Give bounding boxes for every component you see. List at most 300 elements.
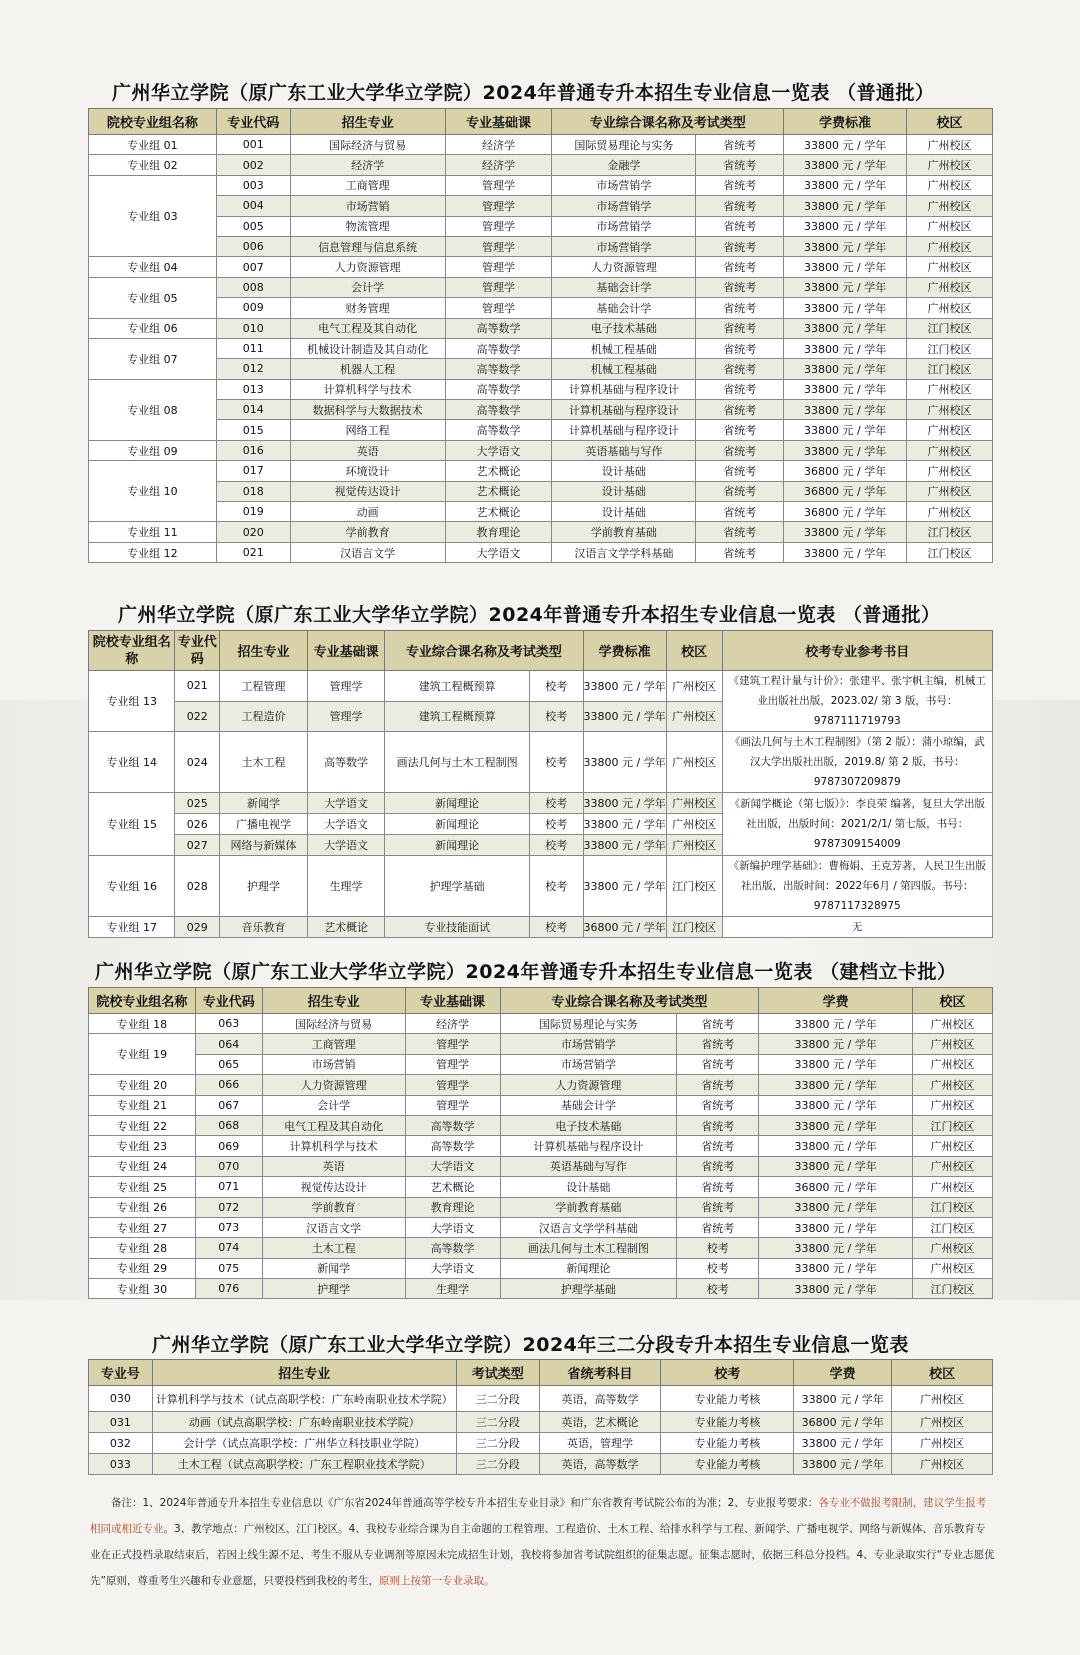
base-cell: 艺术概论: [405, 1177, 500, 1197]
code-cell: 002: [216, 155, 290, 175]
campus-cell: 江门校区: [913, 1197, 993, 1217]
type-cell: 校考: [677, 1279, 759, 1299]
fee-cell: 33800 元 / 学年: [784, 338, 907, 358]
campus-cell: 江门校区: [913, 1217, 993, 1237]
campus-cell: 广州校区: [666, 671, 722, 702]
comp-cell: 学前教育基础: [552, 522, 696, 542]
type-cell: 省统考: [696, 379, 784, 399]
header-fee: 学费标准: [583, 631, 666, 671]
code-cell: 063: [195, 1014, 262, 1034]
code-cell: 026: [175, 814, 220, 835]
campus-cell: 广州校区: [666, 701, 722, 732]
code-cell: 021: [175, 671, 220, 702]
major-cell: 新闻学: [220, 793, 308, 814]
type-cell: 省统考: [677, 1095, 759, 1115]
remarks-note: [90, 1490, 995, 1594]
base-cell: 管理学: [307, 701, 385, 732]
fee-cell: 33800 元 / 学年: [759, 1054, 913, 1074]
section1-title: 广州华立学院（原广东工业大学华立学院）2024年普通专升本招生专业信息一览表 （普通批）: [112, 82, 935, 104]
type-cell: 省统考: [677, 1217, 759, 1237]
code-cell: 025: [175, 793, 220, 814]
fee-cell: 33800 元 / 学年: [784, 522, 907, 542]
code-cell: 004: [216, 196, 290, 216]
fee-cell: 33800 元 / 学年: [759, 1258, 913, 1278]
campus-cell: 江门校区: [907, 338, 993, 358]
table-row: [89, 135, 993, 155]
major-cell: 计算机科学与技术: [290, 379, 445, 399]
base-cell: 艺术概论: [445, 502, 552, 522]
campus-cell: 广州校区: [666, 814, 722, 835]
type-cell: 校考: [529, 701, 583, 732]
comp-cell: 基础会计学: [500, 1095, 677, 1115]
table-row: [89, 502, 993, 522]
code-cell: 014: [216, 400, 290, 420]
comp-cell: 市场营销学: [552, 216, 696, 236]
comp-cell: 市场营销学: [552, 196, 696, 216]
campus-cell: 江门校区: [907, 522, 993, 542]
base-cell: 管理学: [445, 175, 552, 195]
fee-cell: 33800 元 / 学年: [759, 1014, 913, 1034]
campus-cell: 广州校区: [892, 1433, 993, 1454]
reference-book-cell: 《画法几何与土木工程制图》（第 2 版）：蒲小琼编，武汉大学出版社出版，2019.8/ 第 2 版，书号：9787307209879: [722, 732, 992, 793]
school-cell: 专业能力考核: [661, 1454, 794, 1475]
major-cell: 市场营销: [262, 1054, 405, 1074]
code-cell: 005: [216, 216, 290, 236]
code-cell: 065: [195, 1054, 262, 1074]
note-text-2: 。3、教学地点：广州校区、江门校区。4、我校专业综合课为自主命题的工程管理、工程造价、土木工程、给排水科学与工程、新闻学、广播电视学、网络与新媒体、音乐教育专业在正式投档录取结束后，若因上线生源不足、考生不服从专业调剂等原因未完成招生计划，我校将参加省考试院组织的征集志愿。征集志愿时，依据三科总分投档。4、专业录取实行“专业志愿优先”原则，尊重考生兴趣和专业意愿，只要投档到我校的考生，: [90, 1523, 995, 1587]
base-cell: 管理学: [307, 671, 385, 702]
table-row: [89, 440, 993, 460]
group-name-cell: 专业组 12: [89, 542, 217, 562]
comp-cell: 国际贸易理论与实务: [500, 1014, 677, 1034]
campus-cell: 广州校区: [666, 835, 722, 856]
campus-cell: 广州校区: [913, 1136, 993, 1156]
fee-cell: 33800 元 / 学年: [784, 542, 907, 562]
major-cell: 财务管理: [290, 298, 445, 318]
base-cell: 高等数学: [307, 732, 385, 793]
group-name-cell: 专业组 14: [89, 732, 175, 793]
major-cell: 新闻学: [262, 1258, 405, 1278]
comp-cell: 市场营销学: [552, 175, 696, 195]
fee-cell: 33800 元 / 学年: [784, 257, 907, 277]
group-name-cell: 专业组 30: [89, 1279, 196, 1299]
major-cell: 机械设计制造及其自动化: [290, 338, 445, 358]
table-row: [89, 1454, 993, 1475]
header-comprehensive: 专业综合课名称及考试类型: [500, 988, 759, 1014]
campus-cell: 广州校区: [907, 257, 993, 277]
major-cell: 音乐教育: [220, 917, 308, 938]
base-cell: 管理学: [405, 1034, 500, 1054]
group-name-cell: 专业组 13: [89, 671, 175, 732]
comp-cell: 金融学: [552, 155, 696, 175]
header-fee: 学费标准: [784, 109, 907, 135]
group-name-cell: 专业组 26: [89, 1197, 196, 1217]
code-cell: 012: [216, 359, 290, 379]
campus-cell: 广州校区: [907, 420, 993, 440]
major-cell: 人力资源管理: [290, 257, 445, 277]
table-row: [89, 175, 993, 195]
reference-book-cell: 无: [722, 917, 992, 938]
comp-cell: 设计基础: [552, 502, 696, 522]
header-reference-books: 校考专业参考书目: [722, 631, 992, 671]
base-cell: 高等数学: [405, 1136, 500, 1156]
type-cell: 省统考: [696, 175, 784, 195]
fee-cell: 33800 元 / 学年: [759, 1136, 913, 1156]
code-cell: 070: [195, 1156, 262, 1176]
type-cell: 校考: [529, 917, 583, 938]
code-cell: 018: [216, 481, 290, 501]
group-name-cell: 专业组 18: [89, 1014, 196, 1034]
major-cell: 计算机科学与技术（试点高职学校：广东岭南职业技术学院）: [152, 1386, 456, 1412]
fee-cell: 33800 元 / 学年: [784, 440, 907, 460]
type-cell: 三二分段: [456, 1386, 539, 1412]
comp-cell: 新闻理论: [385, 793, 530, 814]
major-cell: 会计学（试点高职学校：广州华立科技职业学院）: [152, 1433, 456, 1454]
campus-cell: 广州校区: [907, 461, 993, 481]
fee-cell: 33800 元 / 学年: [583, 814, 666, 835]
type-cell: 省统考: [677, 1156, 759, 1176]
type-cell: 省统考: [696, 481, 784, 501]
major-cell: 数据科学与大数据技术: [290, 400, 445, 420]
group-name-cell: 专业组 21: [89, 1095, 196, 1115]
major-cell: 电气工程及其自动化: [290, 318, 445, 338]
table-row: [89, 1136, 993, 1156]
type-cell: 省统考: [677, 1054, 759, 1074]
note-text-1: 备注：1、2024年普通专升本招生专业信息以《广东省2024年普通高等学校专升本招生专业目录》和广东省教育考试院公布的为准；2、专业报考要求：: [111, 1497, 819, 1509]
comp-cell: 画法几何与土木工程制图: [500, 1238, 677, 1258]
base-cell: 高等数学: [405, 1238, 500, 1258]
code-cell: 073: [195, 1217, 262, 1237]
header-row: [89, 1360, 993, 1386]
type-cell: 三二分段: [456, 1433, 539, 1454]
comp-cell: 英语基础与写作: [552, 440, 696, 460]
header-base-course: 专业基础课: [445, 109, 552, 135]
major-cell: 网络与新媒体: [220, 835, 308, 856]
group-name-cell: 专业组 22: [89, 1115, 196, 1135]
campus-cell: 江门校区: [907, 542, 993, 562]
major-cell: 护理学: [262, 1279, 405, 1299]
major-cell: 英语: [290, 440, 445, 460]
table-row: [89, 1412, 993, 1433]
base-cell: 生理学: [405, 1279, 500, 1299]
base-cell: 管理学: [445, 216, 552, 236]
major-cell: 视觉传达设计: [262, 1177, 405, 1197]
type-cell: 校考: [529, 793, 583, 814]
header-code: 专业号: [89, 1360, 153, 1386]
note-highlight-1: 各专业不做报考限制，建议学生报考相同或相近专业: [90, 1497, 987, 1535]
type-cell: 省统考: [677, 1075, 759, 1095]
code-cell: 001: [216, 135, 290, 155]
fee-cell: 33800 元 / 学年: [784, 135, 907, 155]
major-cell: 物流管理: [290, 216, 445, 236]
code-cell: 024: [175, 732, 220, 793]
base-cell: 大学语文: [307, 835, 385, 856]
comp-cell: 基础会计学: [552, 277, 696, 297]
table-row: [89, 1217, 993, 1237]
group-name-cell: 专业组 06: [89, 318, 217, 338]
table-row: [89, 1156, 993, 1176]
type-cell: 省统考: [696, 298, 784, 318]
base-cell: 高等数学: [445, 420, 552, 440]
type-cell: 省统考: [677, 1014, 759, 1034]
fee-cell: 36800 元 / 学年: [784, 461, 907, 481]
group-name-cell: 专业组 20: [89, 1075, 196, 1095]
campus-cell: 广州校区: [907, 502, 993, 522]
header-exam-type: 考试类型: [456, 1360, 539, 1386]
code-cell: 064: [195, 1034, 262, 1054]
comp-cell: 画法几何与土木工程制图: [385, 732, 530, 793]
fee-cell: 33800 元 / 学年: [759, 1095, 913, 1115]
fee-cell: 33800 元 / 学年: [784, 175, 907, 195]
table-row: [89, 1258, 993, 1278]
campus-cell: 广州校区: [913, 1177, 993, 1197]
type-cell: 省统考: [677, 1177, 759, 1197]
type-cell: 省统考: [696, 155, 784, 175]
code-cell: 067: [195, 1095, 262, 1115]
major-cell: 工程管理: [220, 671, 308, 702]
code-cell: 010: [216, 318, 290, 338]
table-row: [89, 1197, 993, 1217]
group-name-cell: 专业组 27: [89, 1217, 196, 1237]
type-cell: 省统考: [696, 461, 784, 481]
code-cell: 032: [89, 1433, 153, 1454]
table-row: [89, 793, 993, 814]
base-cell: 大学语文: [307, 814, 385, 835]
major-cell: 土木工程（试点高职学校：广东工程职业技术学院）: [152, 1454, 456, 1475]
type-cell: 省统考: [677, 1115, 759, 1135]
table-row: [89, 379, 993, 399]
table-row: [89, 1433, 993, 1454]
campus-cell: 广州校区: [913, 1095, 993, 1115]
type-cell: 省统考: [677, 1197, 759, 1217]
table-row: [89, 1054, 993, 1074]
major-cell: 汉语言文学: [262, 1217, 405, 1237]
type-cell: 校考: [677, 1238, 759, 1258]
major-cell: 工程造价: [220, 701, 308, 732]
header-group: 院校专业组名称: [89, 109, 217, 135]
fee-cell: 33800 元 / 学年: [784, 216, 907, 236]
comp-cell: 设计基础: [552, 481, 696, 501]
campus-cell: 江门校区: [913, 1115, 993, 1135]
base-cell: 大学语文: [405, 1258, 500, 1278]
section1-table: [88, 108, 993, 563]
fee-cell: 33800 元 / 学年: [759, 1115, 913, 1135]
table-row: [89, 298, 993, 318]
type-cell: 省统考: [696, 440, 784, 460]
base-cell: 艺术概论: [307, 917, 385, 938]
campus-cell: 广州校区: [907, 175, 993, 195]
group-name-cell: 专业组 11: [89, 522, 217, 542]
campus-cell: 广州校区: [907, 216, 993, 236]
fee-cell: 36800 元 / 学年: [583, 917, 666, 938]
header-row: [89, 109, 993, 135]
code-cell: 033: [89, 1454, 153, 1475]
campus-cell: 广州校区: [666, 793, 722, 814]
type-cell: 省统考: [696, 277, 784, 297]
comp-cell: 人力资源管理: [552, 257, 696, 277]
fee-cell: 33800 元 / 学年: [583, 856, 666, 917]
base-cell: 高等数学: [445, 338, 552, 358]
campus-cell: 广州校区: [907, 298, 993, 318]
header-campus: 校区: [913, 988, 993, 1014]
fee-cell: 33800 元 / 学年: [583, 701, 666, 732]
group-name-cell: 专业组 08: [89, 379, 217, 440]
type-cell: 省统考: [696, 318, 784, 338]
group-name-cell: 专业组 28: [89, 1238, 196, 1258]
header-campus: 校区: [907, 109, 993, 135]
comp-cell: 市场营销学: [500, 1054, 677, 1074]
code-cell: 072: [195, 1197, 262, 1217]
type-cell: 省统考: [696, 502, 784, 522]
group-name-cell: 专业组 17: [89, 917, 175, 938]
fee-cell: 33800 元 / 学年: [759, 1279, 913, 1299]
major-cell: 学前教育: [262, 1197, 405, 1217]
base-cell: 生理学: [307, 856, 385, 917]
major-cell: 工商管理: [262, 1034, 405, 1054]
reference-book-cell: 《建筑工程计量与计价》：张建平、张宇帆主编，机械工业出版社出版，2023.02/ 第 3 版，书号：9787111719793: [722, 671, 992, 732]
comp-cell: 设计基础: [552, 461, 696, 481]
code-cell: 015: [216, 420, 290, 440]
comp-cell: 汉语言文学学科基础: [552, 542, 696, 562]
major-cell: 土木工程: [262, 1238, 405, 1258]
comp-cell: 专业技能面试: [385, 917, 530, 938]
type-cell: 校考: [529, 835, 583, 856]
code-cell: 031: [89, 1412, 153, 1433]
table-row: [89, 338, 993, 358]
campus-cell: 广州校区: [892, 1386, 993, 1412]
table-row: [89, 461, 993, 481]
fee-cell: 33800 元 / 学年: [784, 420, 907, 440]
comp-cell: 国际贸易理论与实务: [552, 135, 696, 155]
major-cell: 汉语言文学: [290, 542, 445, 562]
code-cell: 011: [216, 338, 290, 358]
campus-cell: 广州校区: [907, 236, 993, 256]
major-cell: 环境设计: [290, 461, 445, 481]
campus-cell: 江门校区: [913, 1279, 993, 1299]
major-cell: 英语: [262, 1156, 405, 1176]
header-comprehensive: 专业综合课名称及考试类型: [385, 631, 583, 671]
major-cell: 人力资源管理: [262, 1075, 405, 1095]
campus-cell: 广州校区: [907, 440, 993, 460]
table-row: [89, 1075, 993, 1095]
campus-cell: 广州校区: [907, 481, 993, 501]
code-cell: 009: [216, 298, 290, 318]
type-cell: 校考: [529, 671, 583, 702]
type-cell: 省统考: [696, 216, 784, 236]
comp-cell: 机械工程基础: [552, 359, 696, 379]
header-campus: 校区: [892, 1360, 993, 1386]
base-cell: 管理学: [445, 277, 552, 297]
fee-cell: 33800 元 / 学年: [794, 1433, 892, 1454]
base-cell: 教育理论: [445, 522, 552, 542]
table-row: [89, 1095, 993, 1115]
fee-cell: 36800 元 / 学年: [759, 1177, 913, 1197]
base-cell: 管理学: [445, 236, 552, 256]
header-fee: 学费: [759, 988, 913, 1014]
campus-cell: 江门校区: [666, 856, 722, 917]
campus-cell: 广州校区: [907, 196, 993, 216]
comp-cell: 新闻理论: [385, 835, 530, 856]
code-cell: 028: [175, 856, 220, 917]
section4-table: [88, 1359, 993, 1475]
code-cell: 008: [216, 277, 290, 297]
table-row: [89, 359, 993, 379]
major-cell: 土木工程: [220, 732, 308, 793]
campus-cell: 广州校区: [907, 135, 993, 155]
base-cell: 管理学: [405, 1075, 500, 1095]
fee-cell: 33800 元 / 学年: [583, 835, 666, 856]
type-cell: 省统考: [696, 338, 784, 358]
type-cell: 省统考: [696, 542, 784, 562]
fee-cell: 33800 元 / 学年: [784, 236, 907, 256]
code-cell: 066: [195, 1075, 262, 1095]
code-cell: 006: [216, 236, 290, 256]
fee-cell: 33800 元 / 学年: [784, 277, 907, 297]
reference-book-cell: 《新闻学概论（第七版）》：李良荣 编著，复旦大学出版社出版，出版时间：2021/2/1/ 第七版，书号：9787309154009: [722, 793, 992, 856]
code-cell: 007: [216, 257, 290, 277]
fee-cell: 36800 元 / 学年: [784, 502, 907, 522]
campus-cell: 广州校区: [907, 155, 993, 175]
comp-cell: 人力资源管理: [500, 1075, 677, 1095]
code-cell: 030: [89, 1386, 153, 1412]
base-cell: 管理学: [405, 1054, 500, 1074]
fee-cell: 33800 元 / 学年: [759, 1156, 913, 1176]
comp-cell: 新闻理论: [500, 1258, 677, 1278]
type-cell: 省统考: [696, 359, 784, 379]
code-cell: 027: [175, 835, 220, 856]
table-row: [89, 1115, 993, 1135]
campus-cell: 广州校区: [892, 1454, 993, 1475]
table-row: [89, 318, 993, 338]
table-row: [89, 277, 993, 297]
table-row: [89, 917, 993, 938]
fee-cell: 33800 元 / 学年: [583, 671, 666, 702]
major-cell: 网络工程: [290, 420, 445, 440]
type-cell: 省统考: [696, 522, 784, 542]
header-group: 院校专业组名称: [89, 988, 196, 1014]
table-row: [89, 856, 993, 917]
type-cell: 省统考: [696, 420, 784, 440]
major-cell: 信息管理与信息系统: [290, 236, 445, 256]
fee-cell: 33800 元 / 学年: [583, 793, 666, 814]
table-row: [89, 671, 993, 702]
fee-cell: 36800 元 / 学年: [794, 1412, 892, 1433]
section4-title: 广州华立学院（原广东工业大学华立学院）2024年三二分段专升本招生专业信息一览表: [152, 1334, 909, 1356]
comp-cell: 汉语言文学学科基础: [500, 1217, 677, 1237]
major-cell: 国际经济与贸易: [290, 135, 445, 155]
type-cell: 省统考: [696, 400, 784, 420]
campus-cell: 广州校区: [913, 1034, 993, 1054]
code-cell: 017: [216, 461, 290, 481]
group-name-cell: 专业组 15: [89, 793, 175, 856]
code-cell: 029: [175, 917, 220, 938]
fee-cell: 36800 元 / 学年: [784, 481, 907, 501]
table-row: [89, 481, 993, 501]
type-cell: 三二分段: [456, 1454, 539, 1475]
comp-cell: 设计基础: [500, 1177, 677, 1197]
comp-cell: 基础会计学: [552, 298, 696, 318]
major-cell: 市场营销: [290, 196, 445, 216]
major-cell: 广播电视学: [220, 814, 308, 835]
header-group: 院校专业组名称: [89, 631, 175, 671]
comp-cell: 护理学基础: [500, 1279, 677, 1299]
comp-cell: 机械工程基础: [552, 338, 696, 358]
fee-cell: 33800 元 / 学年: [794, 1386, 892, 1412]
table-row: [89, 522, 993, 542]
header-major: 招生专业: [290, 109, 445, 135]
subjects-cell: 英语，管理学: [539, 1433, 661, 1454]
fee-cell: 33800 元 / 学年: [784, 318, 907, 338]
